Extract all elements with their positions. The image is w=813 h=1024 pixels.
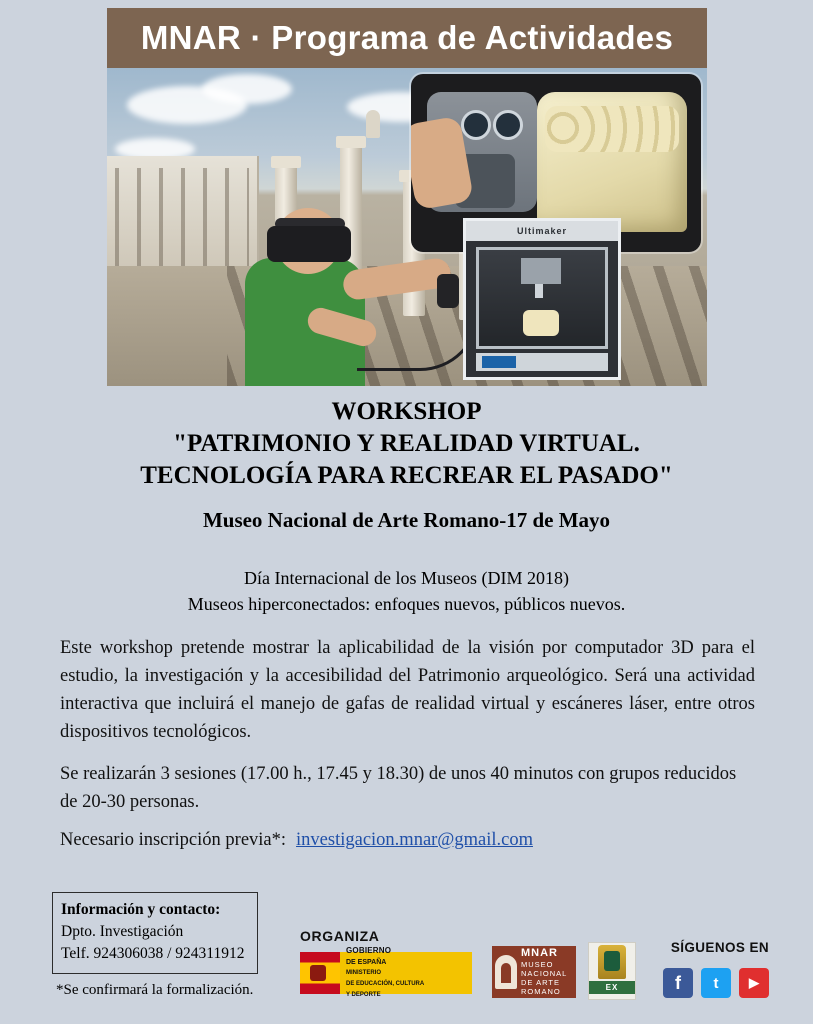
cloud-shape: [202, 74, 292, 104]
workshop-title-line2: "PATRIMONIO Y REALIDAD VIRTUAL.: [173, 430, 640, 457]
description-paragraph: Este workshop pretende mostrar la aplicabilidad de la visión por computador 3D para el estudio, la investigación y la accesibilidad del Patrimonio arqueológico. Será una actividad interactiva que incluirá el manejo de gafas de realidad virtual y escáneres láser, entre otros dispositivos tecnológicos.: [60, 638, 755, 742]
printed-capital-model: [537, 92, 687, 232]
signup-email-link[interactable]: investigacion.mnar@gmail.com: [296, 830, 533, 850]
gobierno-line4: DE EDUCACIÓN, CULTURA: [346, 981, 425, 987]
photo-collage: [107, 68, 707, 386]
confirmation-footnote: *Se confirmará la formalización.: [56, 982, 254, 998]
gobierno-line1: GOBIERNO: [346, 946, 392, 955]
printed-object: [523, 310, 559, 336]
workshop-title-line1: WORKSHOP: [331, 398, 482, 425]
printer-screen: [482, 356, 516, 368]
follow-us-label: SÍGUENOS EN: [670, 940, 769, 955]
spain-flag-icon: [300, 952, 340, 994]
column-capital: [336, 136, 366, 148]
twitter-icon[interactable]: t: [701, 968, 731, 998]
mnar-logo-texts: [517, 946, 568, 996]
mnar-logo: [492, 946, 576, 998]
museum-day-line1: Día Internacional de los Museos (DIM 2018): [244, 568, 569, 588]
facebook-icon[interactable]: f: [663, 968, 693, 998]
youtube-icon[interactable]: ▶: [739, 968, 769, 998]
vr-controller: [437, 274, 459, 308]
scanner-lens: [461, 110, 491, 140]
sessions-paragraph: Se realizarán 3 sesiones (17.00 h., 17.45 y 18.30) de unos 40 minutos con grupos reducidos de 20-30 personas.: [60, 764, 737, 812]
organiza-label: ORGANIZA: [300, 928, 380, 944]
junta-de-extremadura-logo: [588, 942, 636, 1000]
contact-box: [52, 892, 258, 974]
workshop-title: [0, 396, 813, 492]
gobierno-logo-texts: [340, 946, 424, 1000]
vr-headset-icon: [267, 226, 351, 262]
column-capital: [271, 156, 301, 168]
printer-brand-label: Ultimaker: [466, 221, 618, 241]
printer-frame: [476, 247, 608, 349]
contact-title: Información y contacto:: [61, 901, 221, 918]
gobierno-de-espana-logo: [300, 946, 472, 998]
poster-header-title: MNAR · Programa de Actividades: [140, 19, 674, 56]
museum-day-line2: Museos hiperconectados: enfoques nuevos, públicos nuevos.: [187, 594, 626, 614]
mnar-logo-line4: ROMANO: [521, 986, 561, 996]
mnar-logo-mark-text: MNAR: [521, 946, 558, 959]
extremadura-band-text: EX: [589, 981, 635, 994]
museum-day-info: [0, 565, 813, 617]
gobierno-line3: MINISTERIO: [346, 970, 382, 976]
workshop-title-line3: TECNOLOGÍA PARA RECREAR EL PASADO": [140, 462, 673, 489]
signup-line: [60, 830, 533, 851]
3d-printer-photo: [463, 218, 621, 380]
statue: [366, 110, 380, 138]
contact-phone: Telf. 924306038 / 924311912: [61, 945, 245, 962]
mnar-arch-icon: [495, 955, 517, 989]
poster-header-banner: [107, 8, 707, 68]
signup-label: Necesario inscripción previa*:: [60, 830, 287, 850]
extremadura-crest-icon: [598, 945, 626, 979]
printer-nozzle: [535, 284, 543, 298]
mnar-logo-line2: NACIONAL: [521, 968, 568, 978]
venue-and-date: Museo Nacional de Arte Romano-17 de Mayo: [202, 508, 611, 532]
social-links: [663, 968, 769, 998]
gobierno-line2: DE ESPAÑA: [346, 959, 387, 966]
printer-head: [521, 258, 561, 284]
contact-department: Dpto. Investigación: [61, 923, 184, 940]
scanner-lens: [493, 110, 523, 140]
gobierno-line5: Y DEPORTE: [346, 992, 381, 998]
roman-building: [107, 156, 259, 266]
mnar-logo-line1: MUSEO: [521, 959, 554, 969]
mnar-logo-line3: DE ARTE: [521, 977, 560, 987]
